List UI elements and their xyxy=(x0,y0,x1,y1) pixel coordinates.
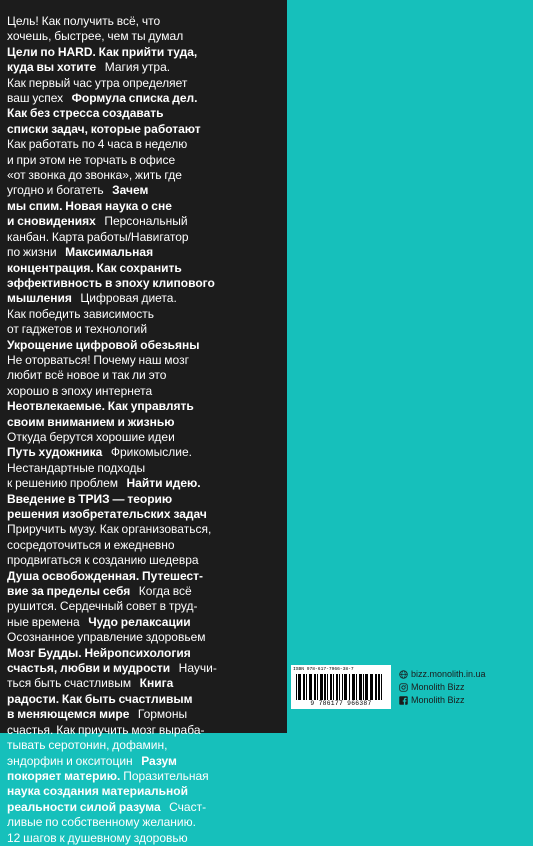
book-subtitle-text: Персональный xyxy=(95,214,188,229)
text-line xyxy=(7,245,289,260)
text-line xyxy=(7,415,289,430)
contact-instagram[interactable] xyxy=(398,681,486,694)
barcode-bar xyxy=(375,674,377,700)
book-title-text: мышления xyxy=(7,291,72,306)
book-title-text: списки задач, которые работают xyxy=(7,121,201,136)
barcode-bar xyxy=(342,674,343,700)
contact-website[interactable] xyxy=(398,668,486,681)
book-subtitle-text: Научи- xyxy=(170,661,217,676)
barcode-bar xyxy=(359,674,362,700)
book-subtitle-text: по жизни xyxy=(7,245,66,260)
text-line xyxy=(7,646,289,661)
book-title-text: Как без стресса создавать xyxy=(7,106,164,121)
text-line xyxy=(7,261,289,276)
book-title-text: наука создания материальной xyxy=(7,784,188,799)
text-line xyxy=(7,76,289,91)
book-title-text: мы спим. Новая наука о сне xyxy=(7,198,172,213)
text-line xyxy=(7,754,289,769)
book-subtitle-text: Осознанное управление здоровьем xyxy=(7,630,206,645)
barcode-bar xyxy=(344,674,347,700)
text-line xyxy=(7,183,289,198)
book-title-text: Путь художника xyxy=(7,445,103,460)
barcode-bar xyxy=(306,674,307,700)
barcode-number: 9 786177 966387 xyxy=(310,700,372,707)
text-line xyxy=(7,599,289,614)
text-line xyxy=(7,538,289,553)
text-line xyxy=(7,492,289,507)
book-title-text: решения изобретательских задач xyxy=(7,507,207,521)
book-title-text: счастья, любви и мудрости xyxy=(7,661,171,676)
text-line xyxy=(7,353,289,368)
barcode-bar xyxy=(370,674,373,700)
barcode-bar xyxy=(314,674,316,700)
text-line xyxy=(7,461,289,476)
book-subtitle-text: эндорфин и окситоцин xyxy=(7,753,142,768)
text-line xyxy=(7,676,289,691)
book-title-text: Максимальная xyxy=(65,245,154,260)
text-line xyxy=(7,384,289,399)
text-line xyxy=(7,14,289,29)
barcode-bar xyxy=(365,674,368,700)
barcode-bars xyxy=(295,674,387,700)
text-line xyxy=(7,322,289,337)
text-line xyxy=(7,137,289,152)
text-line xyxy=(7,214,289,229)
text-line xyxy=(7,584,289,599)
text-line xyxy=(7,769,289,784)
text-line xyxy=(7,784,289,799)
contact-facebook-label: Monolith Bizz xyxy=(411,695,465,705)
book-title-text: реальности силой разума xyxy=(7,799,161,814)
book-subtitle-text: счастья. Как приучить мозг выраба- xyxy=(7,722,205,737)
book-title-text: концентрация. Как сохранить xyxy=(7,260,182,275)
book-subtitle-text: Гормоны xyxy=(129,707,188,722)
book-subtitle-text: ваш успех xyxy=(7,91,72,106)
text-line xyxy=(7,230,289,245)
text-line xyxy=(7,553,289,568)
text-line xyxy=(7,630,289,645)
text-line xyxy=(7,615,289,630)
book-subtitle-text: Как первый час утра определяет xyxy=(7,75,188,90)
text-line xyxy=(7,723,289,738)
book-subtitle-text: от гаджетов и технологий xyxy=(7,322,148,337)
book-subtitle-text: хочешь, быстрее, чем ты думал xyxy=(7,29,184,44)
contact-website-label: bizz.monolith.in.ua xyxy=(411,669,486,679)
book-title-text: радости. Как быть счастливым xyxy=(7,691,193,706)
book-title-text: Книга xyxy=(139,676,174,691)
book-subtitle-text: Нестандартные подходы xyxy=(7,460,146,475)
book-subtitle-text: ливые по собственному желанию. xyxy=(7,815,196,830)
book-title-text: Неотвлекаемые. Как управлять xyxy=(7,399,194,414)
text-line xyxy=(7,831,289,846)
book-subtitle-text: ться быть счастливым xyxy=(7,676,140,691)
book-title-text: эффективность в эпоху клипового xyxy=(7,275,215,290)
book-subtitle-text: 12 шагов к душевному здоровью xyxy=(7,830,188,845)
barcode-bar xyxy=(378,674,380,700)
book-subtitle-text: любит всё новое и так ли это xyxy=(7,368,167,383)
text-line xyxy=(7,399,289,414)
barcode-bar xyxy=(330,674,332,700)
text-line xyxy=(7,569,289,584)
book-title-text: Чудо релаксации xyxy=(88,614,191,629)
text-line xyxy=(7,445,289,460)
facebook-icon xyxy=(398,696,408,706)
book-title-text: Укрощение цифровой обезьяны xyxy=(7,337,200,352)
book-title-text: вие за пределы себя xyxy=(7,584,131,599)
book-subtitle-text: угодно и богатеть xyxy=(7,183,113,198)
text-line xyxy=(7,661,289,676)
text-line xyxy=(7,707,289,722)
book-subtitle-text: Поразительная xyxy=(120,768,209,783)
book-subtitle-text: Магия утра. xyxy=(96,60,171,75)
text-line xyxy=(7,291,289,306)
book-subtitle-text: сосредоточиться и ежедневно xyxy=(7,537,175,552)
book-subtitle-text: Цифровая диета. xyxy=(71,291,177,306)
text-line xyxy=(7,738,289,753)
text-line xyxy=(7,153,289,168)
book-title-text: Зачем xyxy=(112,183,149,198)
book-subtitle-text: канбан. Карта работы/Навигатор xyxy=(7,229,189,244)
contact-instagram-label: Monolith Bizz xyxy=(411,682,465,692)
barcode-bar xyxy=(352,674,355,700)
right-teal-panel xyxy=(287,0,533,733)
book-subtitle-text: Счаст- xyxy=(160,799,207,814)
book-title-text: покоряет материю. xyxy=(7,768,121,783)
book-subtitle-text: Как победить зависимость xyxy=(7,306,154,321)
book-title-text: Разум xyxy=(141,753,177,768)
barcode-bar xyxy=(317,674,318,700)
book-subtitle-text: Цель! Как получить всё, что xyxy=(7,14,161,28)
book-title-text: и сновидениях xyxy=(7,214,96,229)
text-line xyxy=(7,692,289,707)
text-line xyxy=(7,522,289,537)
book-title-text: в меняющемся мире xyxy=(7,707,130,722)
book-subtitle-text: Откуда берутся хорошие идеи xyxy=(7,429,175,444)
barcode-bar xyxy=(296,674,297,700)
barcode-bar xyxy=(336,674,338,700)
publisher-contacts xyxy=(398,668,486,707)
book-title-text: Душа освобожденная. Путешест- xyxy=(7,568,204,583)
barcode-bar xyxy=(381,674,382,700)
text-line xyxy=(7,815,289,830)
book-title-text: Мозг Будды. Нейропсихология xyxy=(7,645,191,660)
contact-facebook[interactable] xyxy=(398,694,486,707)
text-line xyxy=(7,307,289,322)
text-line xyxy=(7,199,289,214)
book-list-text xyxy=(7,14,289,846)
instagram-icon xyxy=(398,683,408,693)
text-line xyxy=(7,368,289,383)
text-line xyxy=(7,276,289,291)
barcode-bar xyxy=(333,674,334,700)
barcode-bar xyxy=(303,674,305,700)
barcode-bar xyxy=(356,674,357,700)
book-subtitle-text: ные времена xyxy=(7,614,89,629)
barcode-bar xyxy=(363,674,364,700)
book-subtitle-text: продвигаться к созданию шедевра xyxy=(7,553,199,568)
barcode-bar xyxy=(320,674,323,700)
book-subtitle-text: и при этом не торчать в офисе xyxy=(7,152,176,167)
book-subtitle-text: Приручить музу. Как организоваться, xyxy=(7,522,212,537)
book-subtitle-text: «от звонка до звонка», жить где xyxy=(7,168,182,183)
barcode-bar xyxy=(324,674,326,700)
text-line xyxy=(7,800,289,815)
text-line xyxy=(7,45,289,60)
isbn-line: ISBN 978-617-7966-38-7 xyxy=(293,667,354,672)
book-title-text: Введение в ТРИЗ — теорию xyxy=(7,491,173,506)
book-subtitle-text: тывать серотонин, дофамин, xyxy=(7,738,168,753)
text-line xyxy=(7,91,289,106)
globe-icon xyxy=(398,670,408,680)
text-line xyxy=(7,507,289,522)
book-title-text: куда вы хотите xyxy=(7,60,97,75)
text-line xyxy=(7,29,289,44)
book-subtitle-text: Как работать по 4 часа в неделю xyxy=(7,137,188,152)
barcode-label xyxy=(291,665,391,709)
barcode-bar xyxy=(349,674,350,700)
text-line xyxy=(7,122,289,137)
book-title-text: Цели по HARD. Как прийти туда, xyxy=(7,44,198,59)
text-line xyxy=(7,338,289,353)
book-title-text: своим вниманием и жизнью xyxy=(7,414,175,429)
book-subtitle-text: Когда всё xyxy=(130,584,192,599)
barcode-bar xyxy=(309,674,312,700)
book-title-text: Формула списка дел. xyxy=(71,91,198,106)
text-line xyxy=(7,430,289,445)
book-subtitle-text: хорошо в эпоху интернета xyxy=(7,383,153,398)
book-title-text: Найти идею. xyxy=(126,476,201,491)
text-line xyxy=(7,60,289,75)
book-subtitle-text: к решению проблем xyxy=(7,476,127,491)
book-subtitle-text: рушится. Сердечный совет в труд- xyxy=(7,599,198,614)
text-line xyxy=(7,168,289,183)
barcode-bar xyxy=(298,674,301,700)
book-subtitle-text: Не оторваться! Почему наш мозг xyxy=(7,352,189,367)
barcode-bar xyxy=(327,674,328,700)
text-line xyxy=(7,106,289,121)
text-line xyxy=(7,476,289,491)
barcode-bar xyxy=(339,674,340,700)
book-subtitle-text: Фрикомыслие. xyxy=(102,445,192,460)
